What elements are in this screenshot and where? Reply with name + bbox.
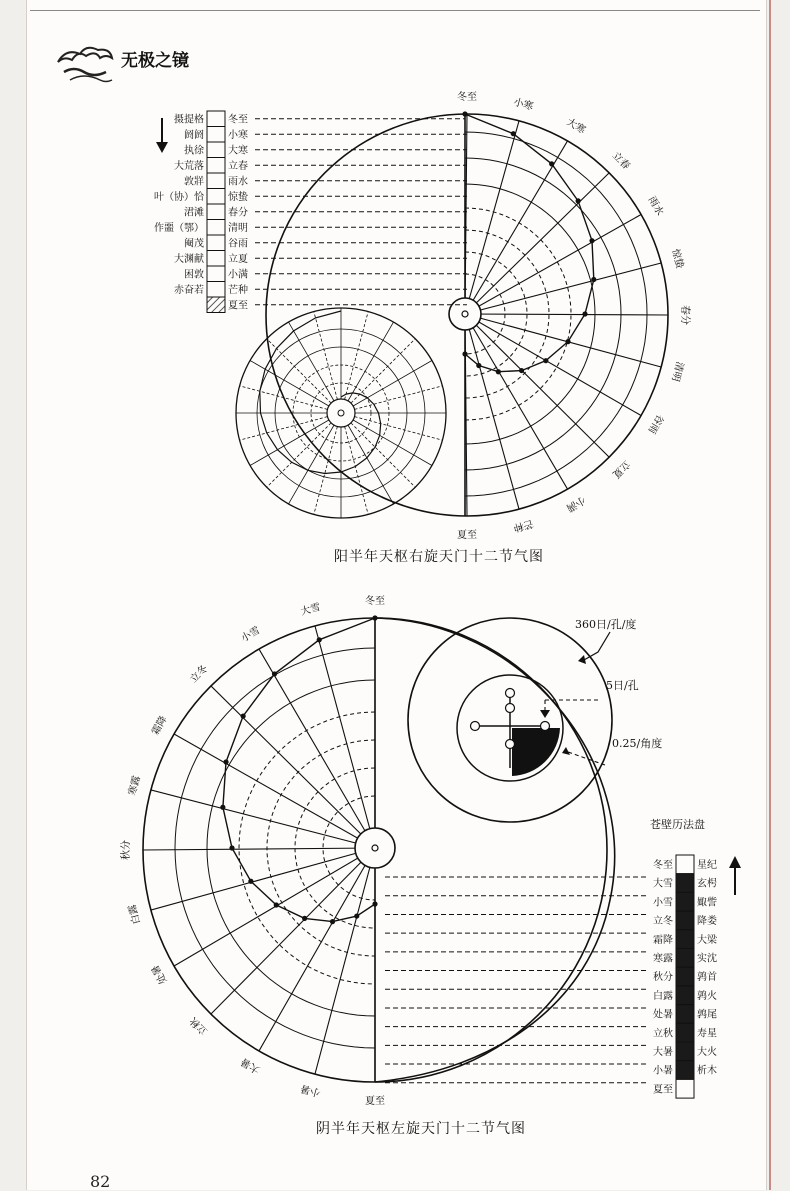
circle-label-10: 小满 (564, 493, 588, 514)
small-disk-spoke (348, 322, 394, 401)
table-cell (207, 173, 225, 189)
bottom-figure (119, 594, 615, 1107)
table-cell (207, 297, 225, 313)
table-right-label: 雨水 (228, 176, 248, 188)
spoke-line (315, 848, 375, 1074)
table-cell (676, 911, 694, 930)
table-right-label: 立夏 (228, 254, 248, 265)
pointer-outer-head (578, 655, 586, 664)
table-right-label: 降娄 (697, 916, 717, 928)
table-cell (207, 220, 225, 236)
pointer-middle-head (540, 710, 550, 718)
table-right-label: 寿星 (697, 1028, 717, 1040)
table-cell (207, 266, 225, 282)
table-left-label: 立秋 (653, 1028, 673, 1040)
spoke-line (465, 314, 668, 315)
circle-label-6: 春分 (679, 305, 690, 325)
circle-label-0: 冬至 (457, 92, 477, 103)
top-table (154, 111, 467, 313)
table-left-label: 夏至 (653, 1084, 673, 1096)
circle-label-5: 惊蛰 (669, 247, 685, 270)
circle-label-9: 立夏 (609, 457, 632, 480)
table-left-label: 白露 (653, 990, 673, 1002)
table-cell (676, 892, 694, 911)
table-right-label: 冬至 (228, 114, 248, 126)
spoke-line (259, 848, 375, 1051)
spiral-node (565, 339, 570, 344)
circle-label-11: 小暑 (299, 1082, 322, 1098)
circle-label-1: 小寒 (512, 97, 535, 113)
table-right-label: 娵訾 (697, 897, 717, 909)
circle-label-3: 立冬 (188, 663, 211, 686)
spiral-node (543, 358, 548, 363)
spoke-line (315, 626, 375, 848)
circle-label-2: 大寒 (564, 116, 588, 137)
circle-label-9: 立秋 (188, 1014, 211, 1037)
table-cell (207, 282, 225, 298)
spiral-node (496, 369, 501, 374)
spiral-node (372, 901, 377, 906)
spiral-node (241, 714, 246, 719)
table-left-label: 大荒落 (174, 161, 204, 172)
circle-label-2: 小雪 (239, 625, 263, 645)
spiral-node (462, 111, 467, 116)
circle-label-4: 霜降 (150, 714, 170, 738)
table-right-label: 星纪 (697, 860, 717, 871)
table-right-label: 鹑首 (697, 972, 717, 984)
cross-node (506, 704, 515, 713)
spoke-line (465, 314, 609, 457)
pointer-inner-head (562, 747, 570, 755)
hub-circle (355, 828, 395, 868)
sweep-arc (375, 618, 615, 1082)
table-left-label: 阉茂 (184, 238, 204, 250)
top-caption: 阳半年天枢右旋天门十二节气图 (334, 549, 544, 565)
table-cell (676, 1042, 694, 1061)
annotation-inner: 0.25/角度 (612, 737, 663, 750)
spiral-node (220, 805, 225, 810)
circle-label-7: 白露 (127, 903, 143, 926)
table-cell (207, 204, 225, 220)
table-right-label: 鹑火 (697, 990, 717, 1002)
table-cell (207, 235, 225, 251)
spiral-node (476, 363, 481, 368)
spoke-line (174, 734, 375, 848)
table-cell (676, 1023, 694, 1042)
spiral-node (223, 759, 228, 764)
spiral-node (462, 351, 467, 356)
spoke-line (465, 314, 568, 489)
spoke-line (465, 263, 661, 314)
table-right-label: 小满 (228, 269, 248, 281)
circle-label-8: 处暑 (150, 962, 170, 986)
table-left-label: 处暑 (653, 1009, 673, 1021)
small-disk-spoke (351, 339, 415, 403)
table-right-label: 实沈 (697, 953, 717, 965)
spoke-line (465, 314, 519, 509)
cross-node (506, 740, 515, 749)
spoke-line (151, 790, 375, 848)
table-cell (676, 874, 694, 893)
table-left-label: 涒滩 (184, 207, 204, 219)
spoke-line (143, 848, 375, 850)
circle-label-12: 夏至 (457, 530, 477, 541)
table-right-label: 大梁 (697, 934, 717, 946)
table-left-label: 小雪 (653, 897, 673, 909)
circle-label-11: 芒种 (512, 517, 535, 533)
spiral-node (589, 238, 594, 243)
table-left-label: 小暑 (653, 1065, 673, 1077)
table-cell (676, 986, 694, 1005)
spiral-node (302, 916, 307, 921)
table-left-label: 大暑 (653, 1047, 673, 1058)
spoke-line (211, 686, 375, 848)
spoke-line (211, 848, 375, 1014)
circle-label-4: 雨水 (645, 194, 666, 218)
circle-label-10: 大暑 (239, 1055, 263, 1075)
table-left-label: 作噩（鄂） (154, 223, 204, 234)
spiral-node (591, 277, 596, 282)
table-left-label: 困敦 (184, 269, 204, 281)
table-cell (676, 855, 694, 874)
table-right-label: 大寒 (228, 145, 248, 157)
spiral-node (354, 913, 359, 918)
table-left-label: 大雪 (653, 878, 673, 890)
spoke-line (465, 173, 609, 314)
table-cell (676, 949, 694, 968)
table-cell (207, 142, 225, 158)
spiral-node (274, 902, 279, 907)
cloud-icon (58, 48, 112, 82)
table-right-label: 夏至 (228, 300, 248, 312)
small-disk-spoke (267, 423, 331, 487)
spoke-line (151, 848, 375, 910)
table-title: 苍壁历法盘 (650, 818, 705, 831)
table-cell (207, 127, 225, 143)
table-cell (207, 251, 225, 267)
table-left-label: 赤奋若 (174, 285, 204, 296)
table-left-label: 秋分 (653, 972, 673, 984)
top-figure (236, 90, 692, 541)
table-left-label: 阏阏 (184, 130, 204, 141)
table-left-label: 执徐 (184, 145, 204, 157)
table-cell (676, 967, 694, 986)
circle-label-0: 冬至 (365, 596, 385, 607)
table-right-label: 鹑尾 (697, 1009, 717, 1021)
table-right-label: 芒种 (228, 285, 248, 296)
pointer-outer (584, 632, 610, 660)
annotation-middle: 5日/孔 (606, 679, 639, 692)
page-number: 82 (90, 1172, 111, 1191)
small-disk-spoke (250, 420, 329, 466)
table-left-label: 大渊献 (174, 254, 204, 265)
table-left-label: 敦牂 (184, 176, 204, 188)
circle-label-12: 夏至 (365, 1096, 385, 1107)
table-right-label: 小寒 (228, 130, 248, 141)
table-cell (676, 930, 694, 949)
circle-label-6: 秋分 (121, 840, 132, 860)
table-right-label: 谷雨 (228, 238, 248, 250)
cross-node (471, 722, 480, 731)
spiral-node (272, 671, 277, 676)
circle-label-7: 清明 (669, 360, 685, 383)
table-left-label: 冬至 (653, 860, 673, 871)
table-right-label: 春分 (228, 207, 248, 219)
spoke-line (174, 848, 375, 966)
circle-label-1: 大雪 (299, 602, 322, 618)
table-left-label: 霜降 (653, 934, 673, 946)
table-left-label: 叶（协）恰 (154, 192, 204, 203)
spiral-node (582, 311, 587, 316)
table-cell (676, 1005, 694, 1024)
spiral-node (229, 845, 234, 850)
table-right-label: 玄枵 (697, 878, 717, 890)
table-right-label: 析木 (697, 1065, 717, 1077)
table-cell (207, 189, 225, 205)
table-right-label: 立春 (228, 161, 248, 172)
header-title: 无极之镜 (121, 51, 189, 71)
small-hub (327, 399, 355, 427)
arrow-up-icon (729, 856, 741, 895)
bottom-table (385, 855, 718, 1098)
table-left-label: 寒露 (653, 953, 673, 965)
small-disk-spoke (353, 361, 432, 407)
annotation-outer: 360日/孔/度 (575, 618, 637, 631)
table-left-label: 摄提格 (174, 114, 204, 126)
table-right-label: 清明 (228, 223, 248, 234)
hub-circle (449, 298, 481, 330)
table-cell (207, 111, 225, 127)
table-cell (676, 1061, 694, 1080)
spiral-node (519, 368, 524, 373)
circle-label-5: 寒露 (127, 774, 143, 797)
table-right-label: 大火 (697, 1047, 717, 1058)
cross-node (506, 689, 515, 698)
spoke-line (465, 314, 641, 416)
circle-label-8: 谷雨 (645, 412, 666, 436)
spiral-node (549, 161, 554, 166)
spiral-node (511, 131, 516, 136)
table-right-label: 惊蛰 (228, 192, 248, 203)
spoke-line (259, 649, 375, 848)
spiral-node (576, 198, 581, 203)
table-cell (676, 1079, 694, 1098)
spiral-node (248, 879, 253, 884)
spiral-node (330, 919, 335, 924)
cross-node (541, 722, 550, 731)
bottom-caption: 阴半年天枢左旋天门十二节气图 (316, 1121, 526, 1137)
table-cell (207, 158, 225, 174)
table-left-label: 立冬 (653, 916, 673, 928)
spiral-node (317, 637, 322, 642)
spoke-line (465, 215, 641, 315)
arrow-down-icon (156, 118, 168, 153)
small-disk-spoke (351, 423, 415, 487)
filled-quadrant (512, 728, 560, 776)
small-disk-spoke (289, 322, 335, 401)
circle-label-3: 立春 (609, 150, 632, 173)
